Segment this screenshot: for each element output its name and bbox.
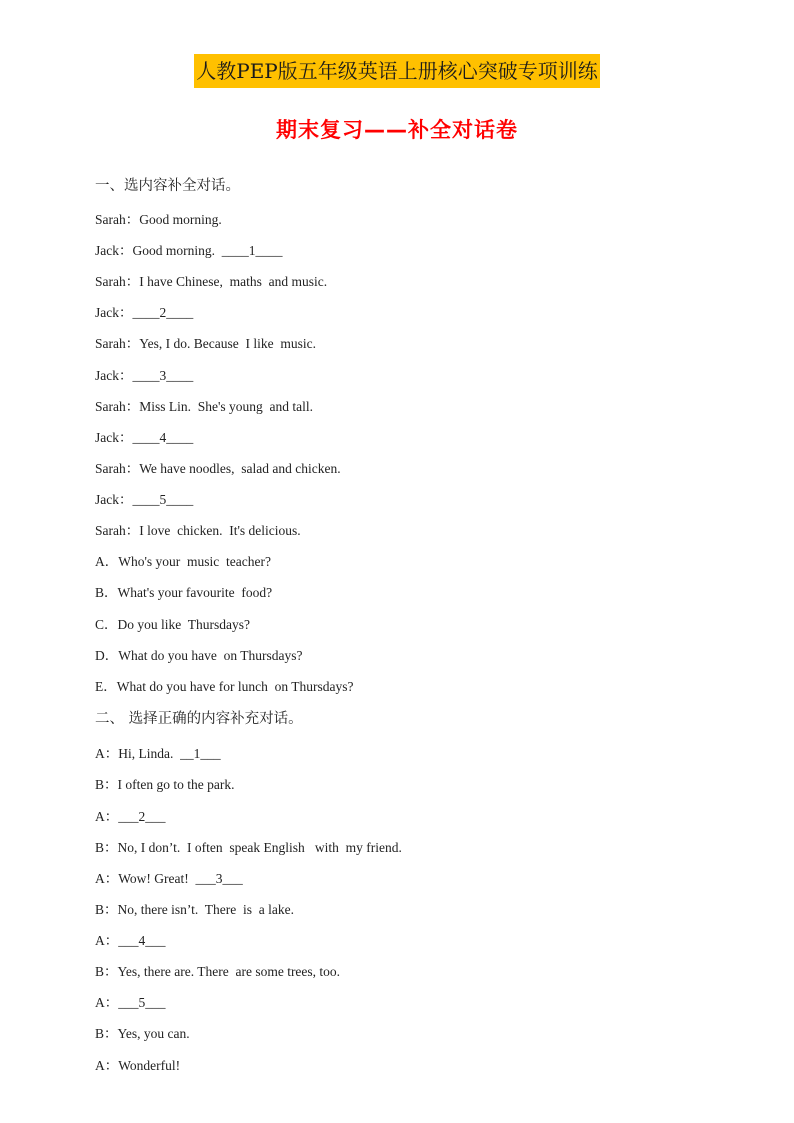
- dialogue-line: Jack：____4____: [95, 430, 194, 445]
- option-d: D．What do you have on Thursdays?: [95, 648, 303, 663]
- dialogue-line: Sarah：We have noodles, salad and chicken.: [95, 461, 341, 476]
- dialogue-line: Sarah：I have Chinese, maths and music.: [95, 274, 328, 289]
- dialogue-line: A：Wonderful!: [95, 1058, 181, 1073]
- dialogue-line: Sarah：Miss Lin. She's young and tall.: [95, 399, 314, 414]
- dialogue-line: Sarah：I love chicken. It's delicious.: [95, 523, 301, 538]
- dialogue-line: B：I often go to the park.: [95, 777, 235, 792]
- dialogue-line: A：Hi, Linda. __1___: [95, 746, 221, 761]
- dialogue-line: A：___2___: [95, 809, 166, 824]
- dialogue-line: Jack：____3____: [95, 368, 194, 383]
- option-e: E．What do you have for lunch on Thursdays?: [95, 679, 354, 694]
- dialogue-line: Jack：____5____: [95, 492, 194, 507]
- dialogue-line: Jack：____2____: [95, 305, 194, 320]
- document-subtitle: 期末复习——补全对话卷: [276, 118, 518, 142]
- dialogue-line: B：No, I don’t. I often speak English with my friend.: [95, 840, 402, 855]
- option-a: A．Who's your music teacher?: [95, 554, 272, 569]
- option-c: C．Do you like Thursdays?: [95, 617, 250, 632]
- dialogue-line: A：___4___: [95, 933, 166, 948]
- dialogue-line: Sarah：Yes, I do. Because I like music.: [95, 336, 316, 351]
- dialogue-line: Sarah：Good morning.: [95, 212, 222, 227]
- document-title: [0, 54, 794, 88]
- dialogue-line: A：___5___: [95, 995, 166, 1010]
- dialogue-line: B：No, there isn’t. There is a lake.: [95, 902, 294, 917]
- document-title-text: 人教PEP版五年级英语上册核心突破专项训练: [194, 54, 600, 88]
- section2-heading: 二、 选择正确的内容补充对话。: [95, 711, 303, 727]
- dialogue-line: B：Yes, there are. There are some trees, too.: [95, 964, 341, 979]
- dialogue-line: A：Wow! Great! ___3___: [95, 871, 243, 886]
- option-b: B．What's your favourite food?: [95, 585, 273, 600]
- dialogue-line: Jack：Good morning. ____1____: [95, 243, 283, 258]
- dialogue-line: B：Yes, you can.: [95, 1026, 190, 1041]
- section1-heading: 一、选内容补全对话。: [95, 178, 240, 194]
